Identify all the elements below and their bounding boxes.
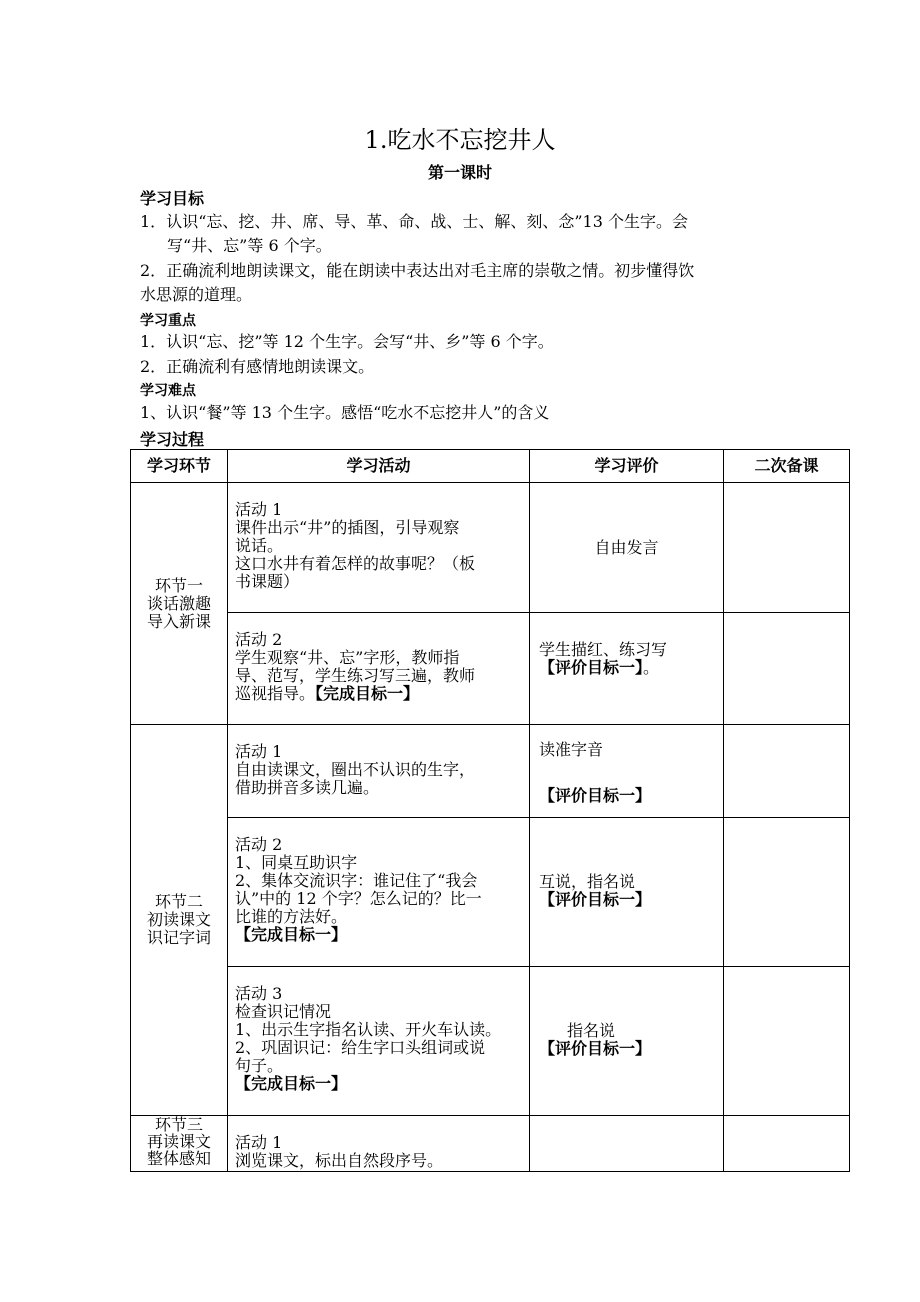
stage-3-cell <box>131 1116 228 1172</box>
target-tag: 【完成目标一】 <box>235 925 348 944</box>
stage-2-evaluation-2 <box>530 818 724 967</box>
activity-text: 说话。 <box>235 536 284 555</box>
difficulty-1: 1、认识“餐”等 13 个生字。感悟“吃水不忘挖井人”的含义 <box>140 403 550 422</box>
stage-1-second-prep-2 <box>724 613 850 725</box>
col-evaluation-header: 学习评价 <box>530 450 724 483</box>
activity-text: 浏览课文，标出自然段序号。 <box>235 1151 444 1170</box>
activity-text: 1、同桌互助识字 <box>235 853 358 872</box>
col-activity-header: 学习活动 <box>228 450 530 483</box>
evaluation-text: 学生描红、练习写 <box>539 640 668 659</box>
stage-2-activity-3 <box>228 967 530 1116</box>
stage-3-second-prep-1 <box>724 1116 850 1172</box>
activity-label: 活动 1 <box>235 1133 283 1152</box>
activity-text: 自由读课文，圈出不认识的生字， <box>235 760 476 779</box>
stage-3-line3: 整体感知 <box>146 1149 211 1168</box>
table-row <box>131 483 850 613</box>
stage-1-activity-2 <box>228 613 530 725</box>
stage-2-line1: 环节二 <box>154 892 203 911</box>
page-title: 1.吃水不忘挖井人 <box>364 126 556 154</box>
activity-text: 这口水井有着怎样的故事呢？（板 <box>235 554 476 573</box>
activity-text: 课件出示“井”的插图，引导观察 <box>235 518 460 537</box>
activity-text: 巡视指导。 <box>235 684 316 703</box>
activity-text: 学生观察“井、忘”字形，教师指 <box>235 648 460 667</box>
table-row <box>131 967 850 1116</box>
activity-label: 活动 2 <box>235 835 283 854</box>
activity-text: 比谁的方法好。 <box>235 907 348 926</box>
evaluation-text: 读准字音 <box>539 740 604 759</box>
evaluation-tag: 【评价目标一】 <box>539 1039 652 1058</box>
stage-2-line2: 初读课文 <box>146 910 211 929</box>
activity-text: 句子。 <box>235 1056 284 1075</box>
evaluation-tag: 【评价目标一】 <box>539 658 644 677</box>
evaluation-text: 互说，指名说 <box>539 872 636 891</box>
table-row <box>131 818 850 967</box>
stage-2-activity-2 <box>228 818 530 967</box>
evaluation-text: 自由发言 <box>594 537 659 557</box>
objective-2 <box>140 259 790 307</box>
stage-1-activity-1 <box>228 483 530 613</box>
objective-2-line1: 正确流利地朗读课文，能在朗读中表达出对毛主席的崇敬之情。初步懂得饮 <box>166 261 695 280</box>
activity-text: 2、巩固识记：给生字口头组词或说 <box>235 1038 486 1057</box>
activity-text: 认”中的 12 个字？怎么记的？比一 <box>235 889 482 908</box>
activity-text: 书课题） <box>235 572 300 591</box>
objective-2-line2: 水思源的道理。 <box>140 285 253 304</box>
stage-3-activity-1 <box>228 1116 530 1172</box>
stage-1-evaluation-1 <box>530 483 724 613</box>
stage-3-line2: 再读课文 <box>146 1132 211 1151</box>
key-points-heading: 学习重点 <box>140 313 196 329</box>
evaluation-tag: 【评价目标一】 <box>539 890 652 909</box>
stage-2-activity-1 <box>228 725 530 818</box>
activity-text: 1、出示生字指名认读、开火车认读。 <box>235 1020 502 1039</box>
stage-2-cell <box>131 725 228 1116</box>
activity-label: 活动 3 <box>235 984 283 1003</box>
table-row <box>131 613 850 725</box>
activity-text: 借助拼音多读几遍。 <box>235 778 380 797</box>
objective-1-num: 1． <box>140 212 167 231</box>
stage-3-evaluation-1 <box>530 1116 724 1172</box>
activity-label: 活动 1 <box>235 500 283 519</box>
stage-3-line1: 环节三 <box>154 1115 203 1134</box>
activity-text: 导、范写，学生练习写三遍，教师 <box>235 666 476 685</box>
difficulties-heading: 学习难点 <box>140 383 196 399</box>
evaluation-text: 指名说 <box>567 1021 616 1040</box>
col-second-prep-header: 二次备课 <box>724 450 850 483</box>
stage-1-line3: 导入新课 <box>146 611 211 631</box>
objective-1-line1: 认识“忘、挖、井、席、导、革、命、战、士、解、刻、念”13 个生字。会 <box>166 212 688 231</box>
stage-1-line1: 环节一 <box>154 575 203 595</box>
lesson-period: 第一课时 <box>427 163 492 182</box>
activity-text: 2、集体交流识字：谁记住了“我会 <box>235 871 478 890</box>
stage-2-line3: 识记字词 <box>146 928 211 947</box>
stage-1-line2: 谈话激趣 <box>146 593 211 613</box>
stage-1-cell <box>131 483 228 725</box>
key-point-1: 1．认识“忘、挖”等 12 个生字。会写“井、乡”等 6 个字。 <box>140 332 554 351</box>
stage-1-evaluation-2 <box>530 613 724 725</box>
target-tag: 【完成目标一】 <box>315 684 420 703</box>
activity-text: 检查识记情况 <box>235 1002 332 1021</box>
stage-1-second-prep-1 <box>724 483 850 613</box>
table-row <box>131 725 850 818</box>
stage-2-evaluation-1 <box>530 725 724 818</box>
stage-2-second-prep-1 <box>724 725 850 818</box>
activity-label: 活动 1 <box>235 742 283 761</box>
objective-2-num: 2． <box>140 261 167 280</box>
evaluation-text: 。 <box>643 658 660 677</box>
table-row <box>131 1116 850 1172</box>
key-point-2: 2．正确流利有感情地朗读课文。 <box>140 357 375 376</box>
stage-2-second-prep-2 <box>724 818 850 967</box>
target-tag: 【完成目标一】 <box>235 1074 348 1093</box>
process-table <box>130 449 850 1172</box>
objective-1 <box>140 210 790 258</box>
col-stage-header: 学习环节 <box>131 450 228 483</box>
stage-2-evaluation-3 <box>530 967 724 1116</box>
process-heading: 学习过程 <box>140 430 205 449</box>
evaluation-tag: 【评价目标一】 <box>539 786 652 805</box>
activity-label: 活动 2 <box>235 630 283 649</box>
objective-1-line2: 写“井、忘”等 6 个字。 <box>167 236 332 255</box>
stage-2-second-prep-3 <box>724 967 850 1116</box>
table-header-row <box>131 450 850 483</box>
objectives-heading: 学习目标 <box>140 189 205 208</box>
